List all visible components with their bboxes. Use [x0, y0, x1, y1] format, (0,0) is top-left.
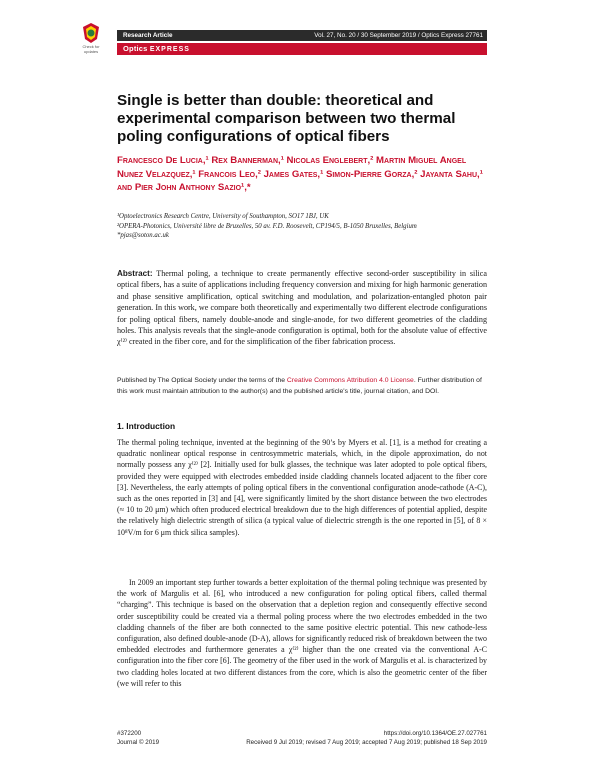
publication-dates: Received 9 Jul 2019; revised 7 Aug 2019; accepted 7 Aug 2019; published 18 Sep 2019 — [246, 738, 487, 746]
journal-copyright: Journal © 2019 — [117, 738, 160, 746]
header-bar — [117, 30, 487, 41]
abstract — [117, 268, 487, 348]
paper-title: Single is better than double: theoretical and experimental comparison between two thermal poling configurations of optical fibers — [117, 92, 456, 145]
journal-name: Optics EXPRESS — [123, 44, 190, 53]
journal-banner — [117, 43, 487, 55]
license-text-before: Published by The Optical Society under the terms of the — [117, 377, 287, 384]
abstract-label: Abstract: — [117, 269, 153, 278]
affiliation-1: ¹Optoelectronics Research Centre, University of Southampton, SO17 1BJ, UK — [117, 213, 329, 220]
section-heading: 1. Introduction — [117, 421, 176, 431]
affiliation-2: ²OPERA-Photonics, Université libre de Bruxelles, 50 av. F.D. Roosevelt, CP194/5, B-1050 Bruxelles, Belgium — [117, 222, 417, 230]
crossmark-icon — [81, 22, 101, 44]
article-type: Research Article — [123, 32, 173, 39]
license-link[interactable]: Creative Commons Attribution 4.0 License — [286, 377, 414, 384]
authors-text: Francesco De Lucia,¹ Rex Bannerman,¹ Nicolas Englebert,² Martin Miguel Angel Nunez Velazquez,¹ Francois Leo,² James Gates,¹ Simon-Pierre Gorza,² Jayanta Sahu,¹ and Pier John Anthony Sazio¹,* — [117, 155, 483, 194]
body-paragraph-1: The thermal poling technique, invented at the beginning of the 90’s by Myers et al. [1], is a method for creating a quadratic nonlinear optical response in centrosymmetric materials, which, in the dipole approximation, do not normally possess any χ⁽²⁾ [2]. Initially used for bulk glasses, the technique was later adopted to pole optical fibers, provided they were equipped with electrodes embedded inside cladding channels located adjacent to the fiber core [3]. Nevertheless, the early attempts of poling optical fibers in the conventional configuration anode-cathode (A-C), such as the ones reported in [3] and [4], were significantly limited by the short distance between the two electrodes (≈ 10 to 20 μm) which often produced electrical breakdown due to the high differences of potential applied, despite the relatively high dielectric strength of silica (a typical value of dielectric strength is the one reported in [5], of 8 × 10⁸V/m for 6 μm thick silica samples). — [117, 438, 487, 537]
license-text-after: . Further distribution of this work must maintain attribution to the author(s) and the published article's title, journal citation, and DOI. — [117, 377, 482, 395]
journal-citation: Vol. 27, No. 20 / 30 September 2019 / Optics Express 27761 — [314, 32, 483, 39]
author-list — [117, 154, 487, 195]
check-for-updates-label: Check for updates — [82, 44, 100, 54]
corresponding-email[interactable]: *pjas@soton.ac.uk — [117, 232, 169, 240]
affiliations — [117, 212, 487, 241]
article-id: #372200 — [117, 730, 142, 737]
doi-link[interactable]: https://doi.org/10.1364/OE.27.027761 — [383, 730, 487, 737]
page-footer — [117, 730, 487, 748]
abstract-text: Thermal poling, a technique to create permanently effective second-order susceptibility in silica optical fibers, has a suite of applications including frequency conversion and mixing for high harmonic generation and phase sensitive amplification, optical switching and modulation, and polarization-entangled photon pair generation. In this work, we compare both theoretically and experimentally two different electrode configurations for poling optical fibers, namely double-anode and single-anode, for two different geometries of the cladding holes. This analysis reveals that the single-anode configuration is optimal, both for the absolute value of effective χ⁽²⁾ created in the fiber core, and for the simplification of the fiber fabrication process. — [117, 269, 487, 347]
license-notice — [117, 376, 487, 397]
check-for-updates-badge[interactable] — [78, 22, 104, 54]
body-paragraph-2: In 2009 an important step further towards a better exploitation of the thermal poling technique was presented by the work of Margulis et al. [6], who introduced a new configuration for poling optical fibers, called thermal “charging”. This technique is based on the observation that a depletion region and consequently effective second order susceptibility could be created via a thermal poling process where the two electrodes embedded in the two cladding channels of the fiber are both connected to the same positive electric potential. This new cathode-less configuration, also defined double-anode (D-A), allows for significantly reduced risk of breakdown between the two embedded electrodes and furthermore generates a χ⁽²⁾ higher than the one created via the conventional A-C configuration into the fiber core [6]. The geometry of the fiber used in the work of Margulis et al. is characterized by two cladding holes located at two different distances from the core, which is also the geometric center of the fiber (we will refer to this — [117, 578, 487, 688]
